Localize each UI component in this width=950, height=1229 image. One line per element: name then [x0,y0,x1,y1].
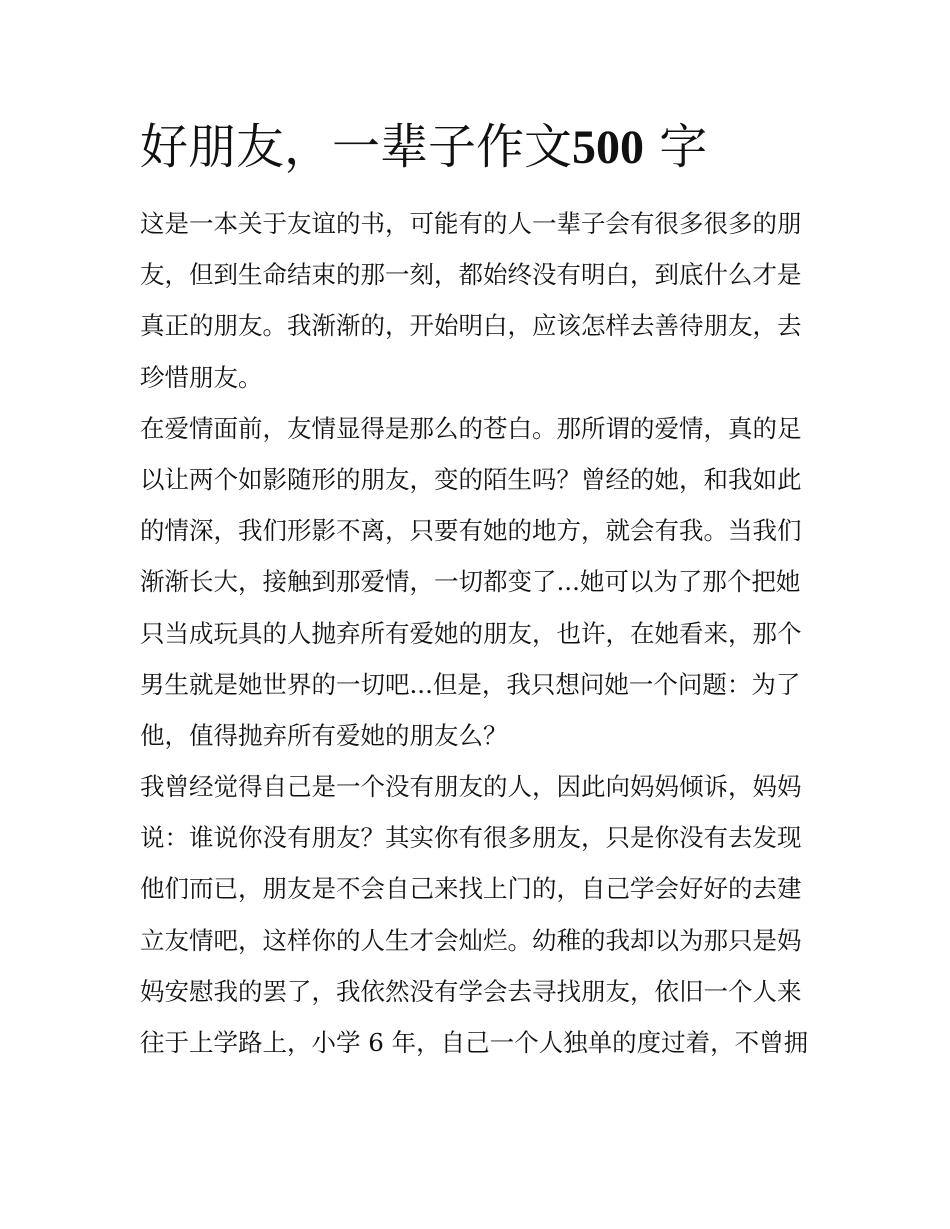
text-line: 真正的朋友。我渐渐的，开始明白，应该怎样去善待朋友，去 [140,311,802,341]
text-line: 只当成玩具的人抛弃所有爱她的朋友，也许，在她看来，那个 [140,618,802,648]
text-line: 渐渐长大，接触到那爱情，一切都变了...她可以为了那个把她 [140,567,801,597]
text-line: 男生就是她世界的一切吧...但是，我只想问她一个问题：为了 [140,669,801,699]
text-line: 往于上学路上，小学 6 年，自己一个人独单的度过着，不曾拥 [140,1028,809,1057]
text-line: 说：谁说你没有朋友？其实你有很多朋友，只是你没有去发现 [140,823,802,853]
paragraph-1 [140,198,820,403]
text-line: 这是一本关于友谊的书，可能有的人一辈子会有很多很多的朋 [140,209,802,238]
text-line: 他，值得抛弃所有爱她的朋友么？ [140,720,508,750]
text-line: 在爱情面前，友情显得是那么的苍白。那所谓的爱情，真的足 [140,413,802,443]
document-title [140,112,707,183]
title-main: 好朋友，一辈子作文 [140,119,573,175]
text-line: 友，但到生命结束的那一刻，都始终没有明白，到底什么才是 [140,260,802,290]
text-line: 他们而已，朋友是不会自己来找上门的，自己学会好好的去建 [140,874,802,904]
title-suffix: 字 [659,119,708,175]
text-line: 的情深，我们形影不离，只要有她的地方，就会有我。当我们 [140,516,802,546]
paragraph-3 [140,761,820,1068]
document-body [140,198,820,1068]
title-number: 500 [572,121,645,174]
text-line: 立友情吧，这样你的人生才会灿烂。幼稚的我却以为那只是妈 [140,925,802,955]
text-line: 珍惜朋友。 [140,362,263,392]
paragraph-2 [140,403,820,761]
text-line: 妈安慰我的罢了，我依然没有学会去寻找朋友，依旧一个人来 [140,976,802,1006]
text-line: 我曾经觉得自己是一个没有朋友的人，因此向妈妈倾诉，妈妈 [140,772,802,802]
text-line: 以让两个如影随形的朋友，变的陌生吗？曾经的她，和我如此 [140,464,802,494]
